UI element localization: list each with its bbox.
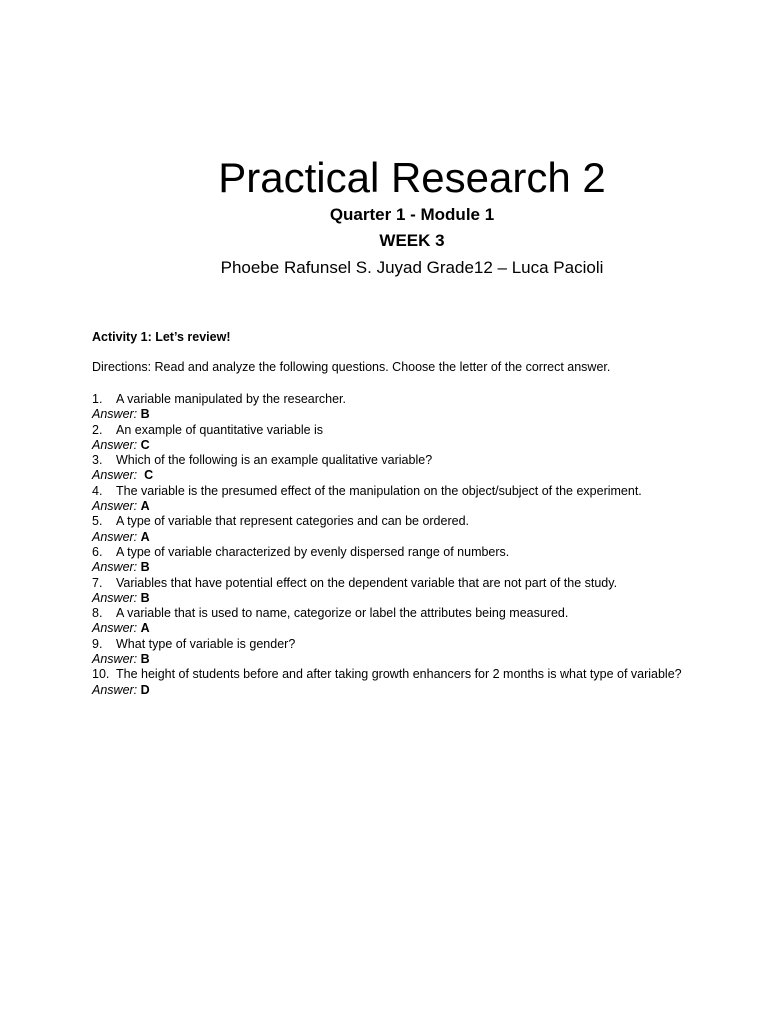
answer-line bbox=[92, 683, 732, 698]
answer-value: D bbox=[140, 682, 150, 697]
answer-line bbox=[92, 560, 732, 575]
question-item bbox=[92, 453, 732, 484]
question-text: The variable is the presumed effect of the manipulation on the object/subject of the experiment. bbox=[116, 483, 642, 498]
answer-value: B bbox=[140, 560, 150, 575]
question-text: A variable that is used to name, categorize or label the attributes being measured. bbox=[116, 606, 569, 621]
question-text: Variables that have potential effect on the dependent variable that are not part of the study. bbox=[116, 575, 618, 590]
question-item bbox=[92, 545, 732, 576]
question-item bbox=[92, 423, 732, 454]
answer-label: Answer: bbox=[92, 468, 138, 483]
answer-label: Answer: bbox=[92, 407, 138, 422]
question-number: 6. bbox=[92, 544, 103, 559]
answer-line bbox=[92, 407, 732, 422]
question-number: 1. bbox=[92, 392, 103, 406]
answer-line bbox=[92, 591, 732, 606]
question-item bbox=[92, 606, 732, 637]
author-line: Phoebe Rafunsel S. Juyad Grade12 – Luca Pacioli bbox=[220, 258, 604, 277]
question-text: A type of variable characterized by evenly dispersed range of numbers. bbox=[116, 544, 510, 559]
question-number: 7. bbox=[92, 575, 103, 590]
answer-value: B bbox=[140, 590, 150, 605]
question-number: 2. bbox=[92, 422, 103, 437]
question-item bbox=[92, 637, 732, 668]
answer-line bbox=[92, 530, 732, 545]
answer-value: C bbox=[144, 468, 154, 483]
question-text: Which of the following is an example qualitative variable? bbox=[116, 453, 433, 468]
question-text: What type of variable is gender? bbox=[116, 636, 296, 651]
question-number: 5. bbox=[92, 514, 103, 529]
question-text: The height of students before and after taking growth enhancers for 2 months is what type of variable? bbox=[116, 667, 682, 682]
answer-line bbox=[92, 468, 732, 483]
document-title: Practical Research 2 bbox=[218, 154, 606, 201]
answer-value: A bbox=[140, 499, 150, 514]
answer-line bbox=[92, 499, 732, 514]
question-item bbox=[92, 667, 732, 698]
activity-heading: Activity 1: Let’s review! bbox=[92, 330, 231, 344]
question-item bbox=[92, 576, 732, 607]
answer-line bbox=[92, 621, 732, 636]
question-number: 10. bbox=[92, 667, 110, 682]
question-list bbox=[92, 392, 732, 698]
answer-label: Answer: bbox=[92, 437, 138, 452]
answer-line bbox=[92, 438, 732, 453]
answer-label: Answer: bbox=[92, 621, 138, 636]
answer-value: B bbox=[140, 407, 150, 422]
answer-label: Answer: bbox=[92, 682, 138, 697]
answer-label: Answer: bbox=[92, 560, 138, 575]
answer-label: Answer: bbox=[92, 652, 138, 667]
question-number: 3. bbox=[92, 453, 103, 468]
module-subtitle: Quarter 1 - Module 1 bbox=[329, 205, 495, 224]
answer-value: B bbox=[140, 652, 150, 667]
question-number: 8. bbox=[92, 606, 103, 621]
directions-text: Directions: Read and analyze the following questions. Choose the letter of the correct answer. bbox=[92, 360, 611, 374]
answer-label: Answer: bbox=[92, 529, 138, 544]
question-text: A variable manipulated by the researcher. bbox=[116, 392, 346, 406]
answer-line bbox=[92, 652, 732, 667]
question-text: An example of quantitative variable is bbox=[116, 422, 324, 437]
answer-label: Answer: bbox=[92, 499, 138, 514]
answer-value: C bbox=[140, 437, 150, 452]
question-item bbox=[92, 392, 732, 423]
answer-label: Answer: bbox=[92, 590, 138, 605]
answer-value: A bbox=[140, 621, 150, 636]
question-item bbox=[92, 484, 732, 515]
question-item bbox=[92, 514, 732, 545]
question-text: A type of variable that represent categories and can be ordered. bbox=[116, 514, 470, 529]
answer-value: A bbox=[140, 529, 150, 544]
week-subtitle: WEEK 3 bbox=[379, 231, 445, 250]
question-number: 4. bbox=[92, 483, 103, 498]
question-number: 9. bbox=[92, 636, 103, 651]
